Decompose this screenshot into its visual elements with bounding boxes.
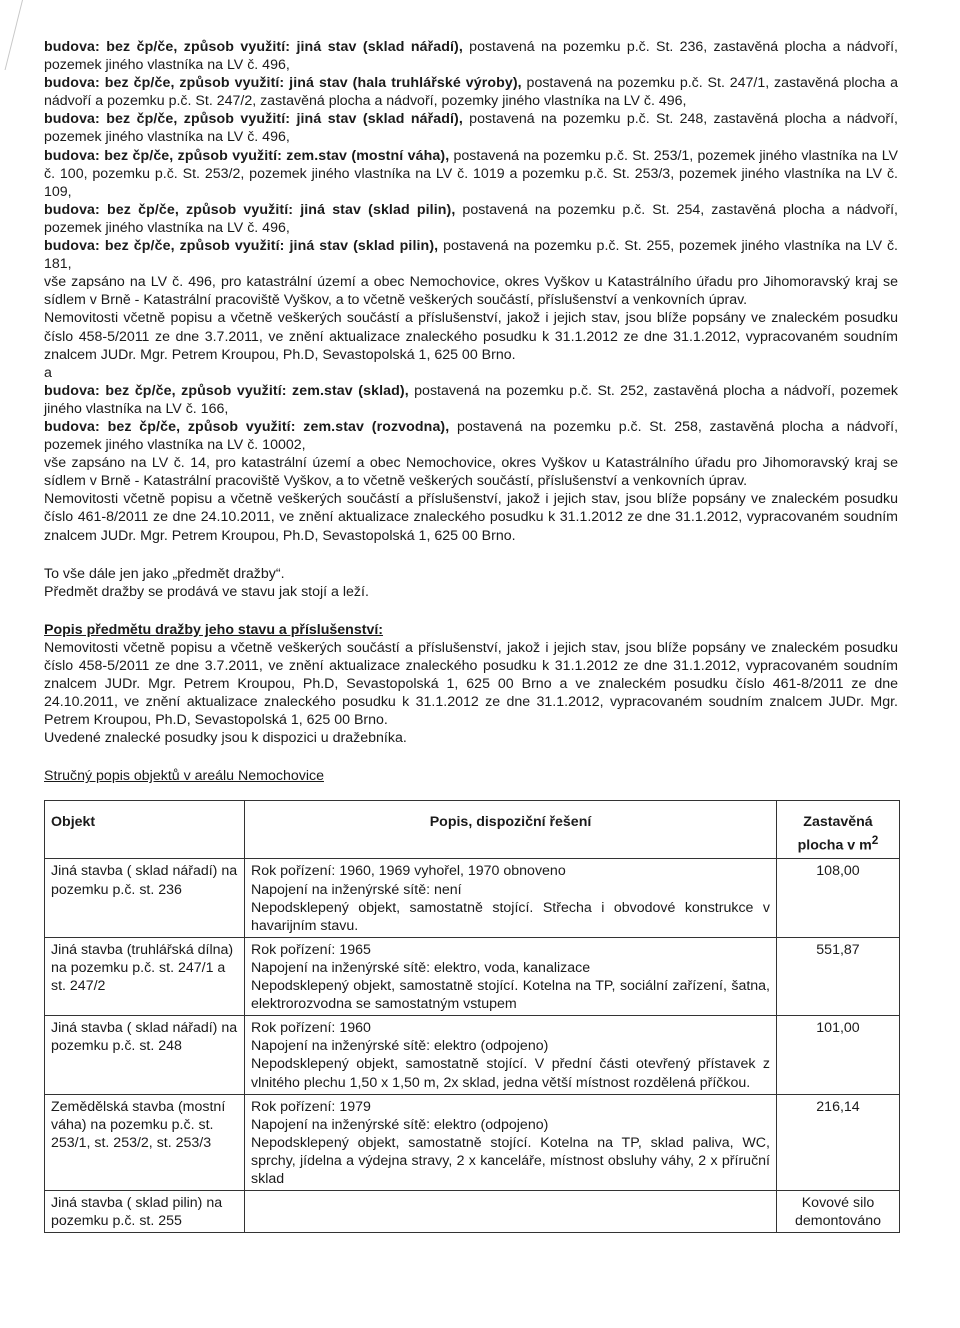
popis-line: Napojení na inženýrské sítě: není xyxy=(251,881,462,898)
cell-objekt: Jiná stavba ( sklad nářadí) na pozemku p.č. st. 248 xyxy=(45,1016,245,1094)
cell-popis xyxy=(245,1016,777,1094)
header-plocha-sup: 2 xyxy=(871,832,879,847)
popis-line: Napojení na inženýrské sítě: elektro (odpojeno) xyxy=(251,1038,549,1055)
property-description: Nemovitosti včetně popisu a včetně veškerých součástí a příslušenství, jakož i jejich stav, jsou blíže popsány ve znaleckém posudku číslo 458-5/2011 ze dne 3.7.2011, ve znění aktualizace znaleckého posudku k 31.1.2012 ze dne 31.1.2012, vypracovaném soudním znalcem JUDr. Mgr. Petrem Kroupou, Ph.D, Sevastopolská 1, 625 00 Brno. xyxy=(44,310,898,363)
property-description: postavená na pozemku p.č. St. 247/1, zastavěná plocha a nádvoří a pozemku p.č. St. 247/2, zastavěná plocha a nádvoří, pozemky jiného vlastníka na LV č. 496, xyxy=(44,75,898,110)
property-description: postavená na pozemku p.č. St. 254, zastavěná plocha a nádvoří, pozemek jiného vlastníka na LV č. 496, xyxy=(44,201,898,236)
property-building-label: budova: bez čp/če, způsob využití: jiná stav (sklad pilin), xyxy=(44,238,439,255)
subject-condition: Předmět dražby se prodává ve stavu jak stojí a leží. xyxy=(44,583,369,600)
cell-popis xyxy=(245,859,777,937)
property-paragraph xyxy=(44,110,898,146)
objects-table xyxy=(44,800,900,1234)
popis-line: Rok pořízení: 1960 xyxy=(251,1020,371,1037)
property-description: vše zapsáno na LV č. 496, pro katastrální území a obec Nemochovice, okres Vyškov u Katastrálního úřadu pro Jihomoravský kraj se sídlem v Brně - Katastrální pracoviště Vyškov, a to včetně veškerých součástí, příslušenství a venkovních úprav. xyxy=(44,274,898,309)
table-row xyxy=(45,1191,900,1233)
property-paragraph xyxy=(44,490,898,544)
popis-line: Rok pořízení: 1960, 1969 vyhořel, 1970 obnoveno xyxy=(251,863,566,880)
header-plocha-label: Zastavěná plocha v m xyxy=(797,813,873,854)
property-description: postavená na pozemku p.č. St. 255, pozemek jiného vlastníka na LV č. 181, xyxy=(44,238,898,273)
property-building-label: budova: bez čp/če, způsob využití: zem.stav (rozvodna), xyxy=(44,418,450,435)
property-paragraph xyxy=(44,237,898,273)
popis-line: Nepodsklepený objekt, samostatně stojící. Střecha i obvodové konstrukce v havarijním stavu. xyxy=(251,899,770,934)
property-paragraph xyxy=(44,74,898,110)
cell-popis xyxy=(245,937,777,1015)
table-body xyxy=(45,859,900,1233)
header-objekt: Objekt xyxy=(45,800,245,859)
property-paragraph xyxy=(44,454,898,490)
property-paragraph xyxy=(44,38,898,74)
popis-line: Nepodsklepený objekt, samostatně stojící. Kotelna na TP, sociální zařízení, šatna, elektrorozvodna se samostatným vstupem xyxy=(251,978,770,1013)
cell-plocha: Kovové silo demontováno xyxy=(777,1191,900,1233)
cell-plocha: 551,87 xyxy=(777,937,900,1015)
property-description: postavená na pozemku p.č. St. 248, zastavěná plocha a nádvoří, pozemek jiného vlastníka na LV č. 496, xyxy=(44,111,899,146)
property-description: Nemovitosti včetně popisu a včetně veškerých součástí a příslušenství, jakož i jejich stav, jsou blíže popsány ve znaleckém posudku číslo 461-8/2011 ze dne 24.10.2011, ve znění aktualizace znaleckého posudku k 31.1.2012 ze dne 31.1.2012, vypracovaném soudním znalcem JUDr. Mgr. Petrem Kroupou, Ph.D, Sevastopolská 1, 625 00 Brno. xyxy=(44,491,898,544)
cell-objekt: Zemědělská stavba (mostní váha) na pozemku p.č. st. 253/1, st. 253/2, st. 253/3 xyxy=(45,1094,245,1190)
header-popis: Popis, dispoziční řešení xyxy=(245,800,777,859)
property-paragraph xyxy=(44,382,898,418)
property-building-label: budova: bez čp/če, způsob využití: jiná stav (sklad pilin), xyxy=(44,201,456,218)
subject-definition: To vše dále jen jako „předmět dražby“. xyxy=(44,565,285,582)
table-row xyxy=(45,1016,900,1094)
popis-line: Napojení na inženýrské sítě: elektro, voda, kanalizace xyxy=(251,959,591,976)
property-paragraph xyxy=(44,273,898,309)
cell-objekt: Jiná stavba ( sklad pilin) na pozemku p.č. st. 255 xyxy=(45,1191,245,1233)
property-paragraph xyxy=(44,201,898,237)
table-title: Stručný popis objektů v areálu Nemochovice xyxy=(44,768,324,785)
popis-line: Rok pořízení: 1965 xyxy=(251,941,371,958)
cell-plocha: 108,00 xyxy=(777,859,900,937)
cell-objekt: Jiná stavba (truhlářská dílna) na pozemku p.č. st. 247/1 a st. 247/2 xyxy=(45,937,245,1015)
property-building-label: budova: bez čp/če, způsob využití: jiná stav (sklad nářadí), xyxy=(44,111,463,128)
section-heading-popis: Popis předmětu dražby jeho stavu a příslušenství: xyxy=(44,621,384,638)
property-description: postavená na pozemku p.č. St. 252, zastavěná plocha a nádvoří, pozemek jiného vlastníka na LV č. 166, xyxy=(44,382,898,417)
popis-line: Nepodsklepený objekt, samostatně stojící. V přední části otevřený přístavek z vlnitého plechu 1,50 x 1,50 m, 2x sklad, jedna větší místnost rozdělená příčkou. xyxy=(251,1056,770,1091)
property-paragraph xyxy=(44,364,898,382)
property-list-lv14 xyxy=(44,382,898,545)
property-paragraph xyxy=(44,147,898,201)
cell-plocha: 216,14 xyxy=(777,1094,900,1190)
property-building-label: budova: bez čp/če, způsob využití: zem.stav (mostní váha), xyxy=(44,147,450,164)
property-description: vše zapsáno na LV č. 14, pro katastrální území a obec Nemochovice, okres Vyškov u Katastrálního úřadu pro Jihomoravský kraj se sídlem v Brně - Katastrální pracoviště Vyškov, a to včetně veškerých součástí, příslušenství a venkovních úprav. xyxy=(44,455,898,490)
scan-edge-mark xyxy=(0,0,23,70)
property-list-lv496 xyxy=(44,38,898,382)
popis-line: Napojení na inženýrské sítě: elektro (odpojeno) xyxy=(251,1116,549,1133)
table-row xyxy=(45,1094,900,1190)
popis-paragraph: Nemovitosti včetně popisu a včetně veškerých součástí a příslušenství, jakož i jejich stav, jsou blíže popsány ve znaleckém posudku číslo 458-5/2011 ze dne 3.7.2011, ve znění aktualizace znaleckého posudku k 31.1.2012 ze dne 31.1.2012, vypracovaném soudním znalcem JUDr. Mgr. Petrem Kroupou, Ph.D, Sevastopolská 1, 625 00 Brno a ve znaleckém posudku číslo 461-8/2011 ze dne 24.10.2011, ve znění aktualizace znaleckého posudku k 31.1.2012 ze dne 31.1.2012, vypracovaném soudním znalcem JUDr. Mgr. Petrem Kroupou, Ph.D, Sevastopolská 1, 625 00 Brno. xyxy=(44,639,898,729)
cell-popis xyxy=(245,1191,777,1233)
property-description: a xyxy=(44,364,52,381)
table-row xyxy=(45,859,900,937)
property-paragraph xyxy=(44,418,898,454)
document-body xyxy=(44,38,898,1233)
cell-popis xyxy=(245,1094,777,1190)
property-building-label: budova: bez čp/če, způsob využití: zem.stav (sklad), xyxy=(44,382,409,399)
popis-line: Rok pořízení: 1979 xyxy=(251,1098,371,1115)
property-description: postavená na pozemku p.č. St. 253/1, pozemek jiného vlastníka na LV č. 100, pozemku p.č. St. 253/2, pozemek jiného vlastníka na LV č. 1019 a pozemku p.č. St. 253/3, pozemek jiného vlastníka na LV č. 109, xyxy=(44,147,898,200)
cell-objekt: Jiná stavba ( sklad nářadí) na pozemku p.č. st. 236 xyxy=(45,859,245,937)
cell-plocha: 101,00 xyxy=(777,1016,900,1094)
property-building-label: budova: bez čp/če, způsob využití: jiná stav (sklad nářadí), xyxy=(44,39,463,55)
table-row xyxy=(45,937,900,1015)
header-plocha xyxy=(777,800,900,859)
property-description: postavená na pozemku p.č. St. 236, zastavěná plocha a nádvoří, pozemek jiného vlastníka na LV č. 496, xyxy=(44,39,899,74)
popis-note: Uvedené znalecké posudky jsou k dispozici u dražebníka. xyxy=(44,730,407,747)
table-header-row xyxy=(45,800,900,859)
popis-line: Nepodsklepený objekt, samostatně stojící. Kotelna na TP, sklad paliva, WC, sprchy, jídelna a výdejna stravy, 2 x kanceláře, místnost obsluhy váhy, 2 x příruční sklad xyxy=(251,1134,770,1187)
property-description: postavená na pozemku p.č. St. 258, zastavěná plocha a nádvoří, pozemek jiného vlastníka na LV č. 10002, xyxy=(44,418,899,454)
property-building-label: budova: bez čp/če, způsob využití: jiná stav (hala truhlářské výroby), xyxy=(44,75,522,92)
property-paragraph xyxy=(44,309,898,363)
